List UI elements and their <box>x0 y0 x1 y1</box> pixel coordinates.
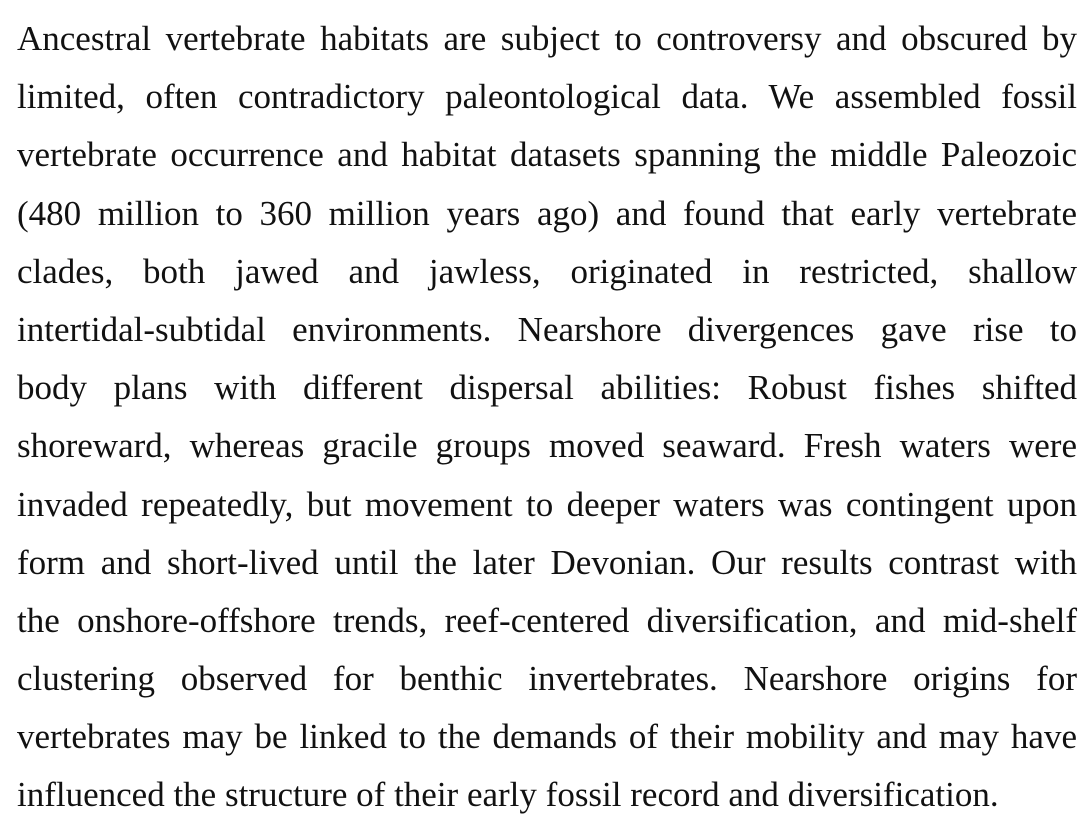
abstract-line: vertebrate occurrence and habitat datasets spanning the middle Paleozoic <box>17 135 1077 175</box>
abstract-line: influenced the structure of their early fossil record and diversification. <box>17 775 999 815</box>
abstract-line: the onshore-offshore trends, reef-centered diversification, and mid-shelf <box>17 600 1077 640</box>
abstract-line: body plans with different dispersal abilities: Robust fishes shifted <box>17 368 1077 408</box>
abstract-line: Ancestral vertebrate habitats are subject to controversy and obscured by <box>17 19 1077 58</box>
abstract-line: intertidal-subtidal environments. Nearshore divergences gave rise to <box>17 309 1077 349</box>
abstract-line: clustering observed for benthic invertebrates. Nearshore origins for <box>17 659 1077 699</box>
abstract-line: shoreward, whereas gracile groups moved seaward. Fresh waters were <box>17 426 1077 466</box>
abstract-line: vertebrates may be linked to the demands of their mobility and may have <box>17 717 1077 757</box>
abstract-line: (480 million to 360 million years ago) and found that early vertebrate <box>17 193 1077 233</box>
abstract-line: form and short-lived until the later Devonian. Our results contrast with <box>17 542 1077 582</box>
abstract-paragraph <box>17 10 1077 825</box>
abstract-line: clades, both jawed and jawless, originated in restricted, shallow <box>17 251 1077 291</box>
abstract-line: invaded repeatedly, but movement to deeper waters was contingent upon <box>17 484 1077 524</box>
abstract-line: limited, often contradictory paleontological data. We assembled fossil <box>17 77 1077 117</box>
